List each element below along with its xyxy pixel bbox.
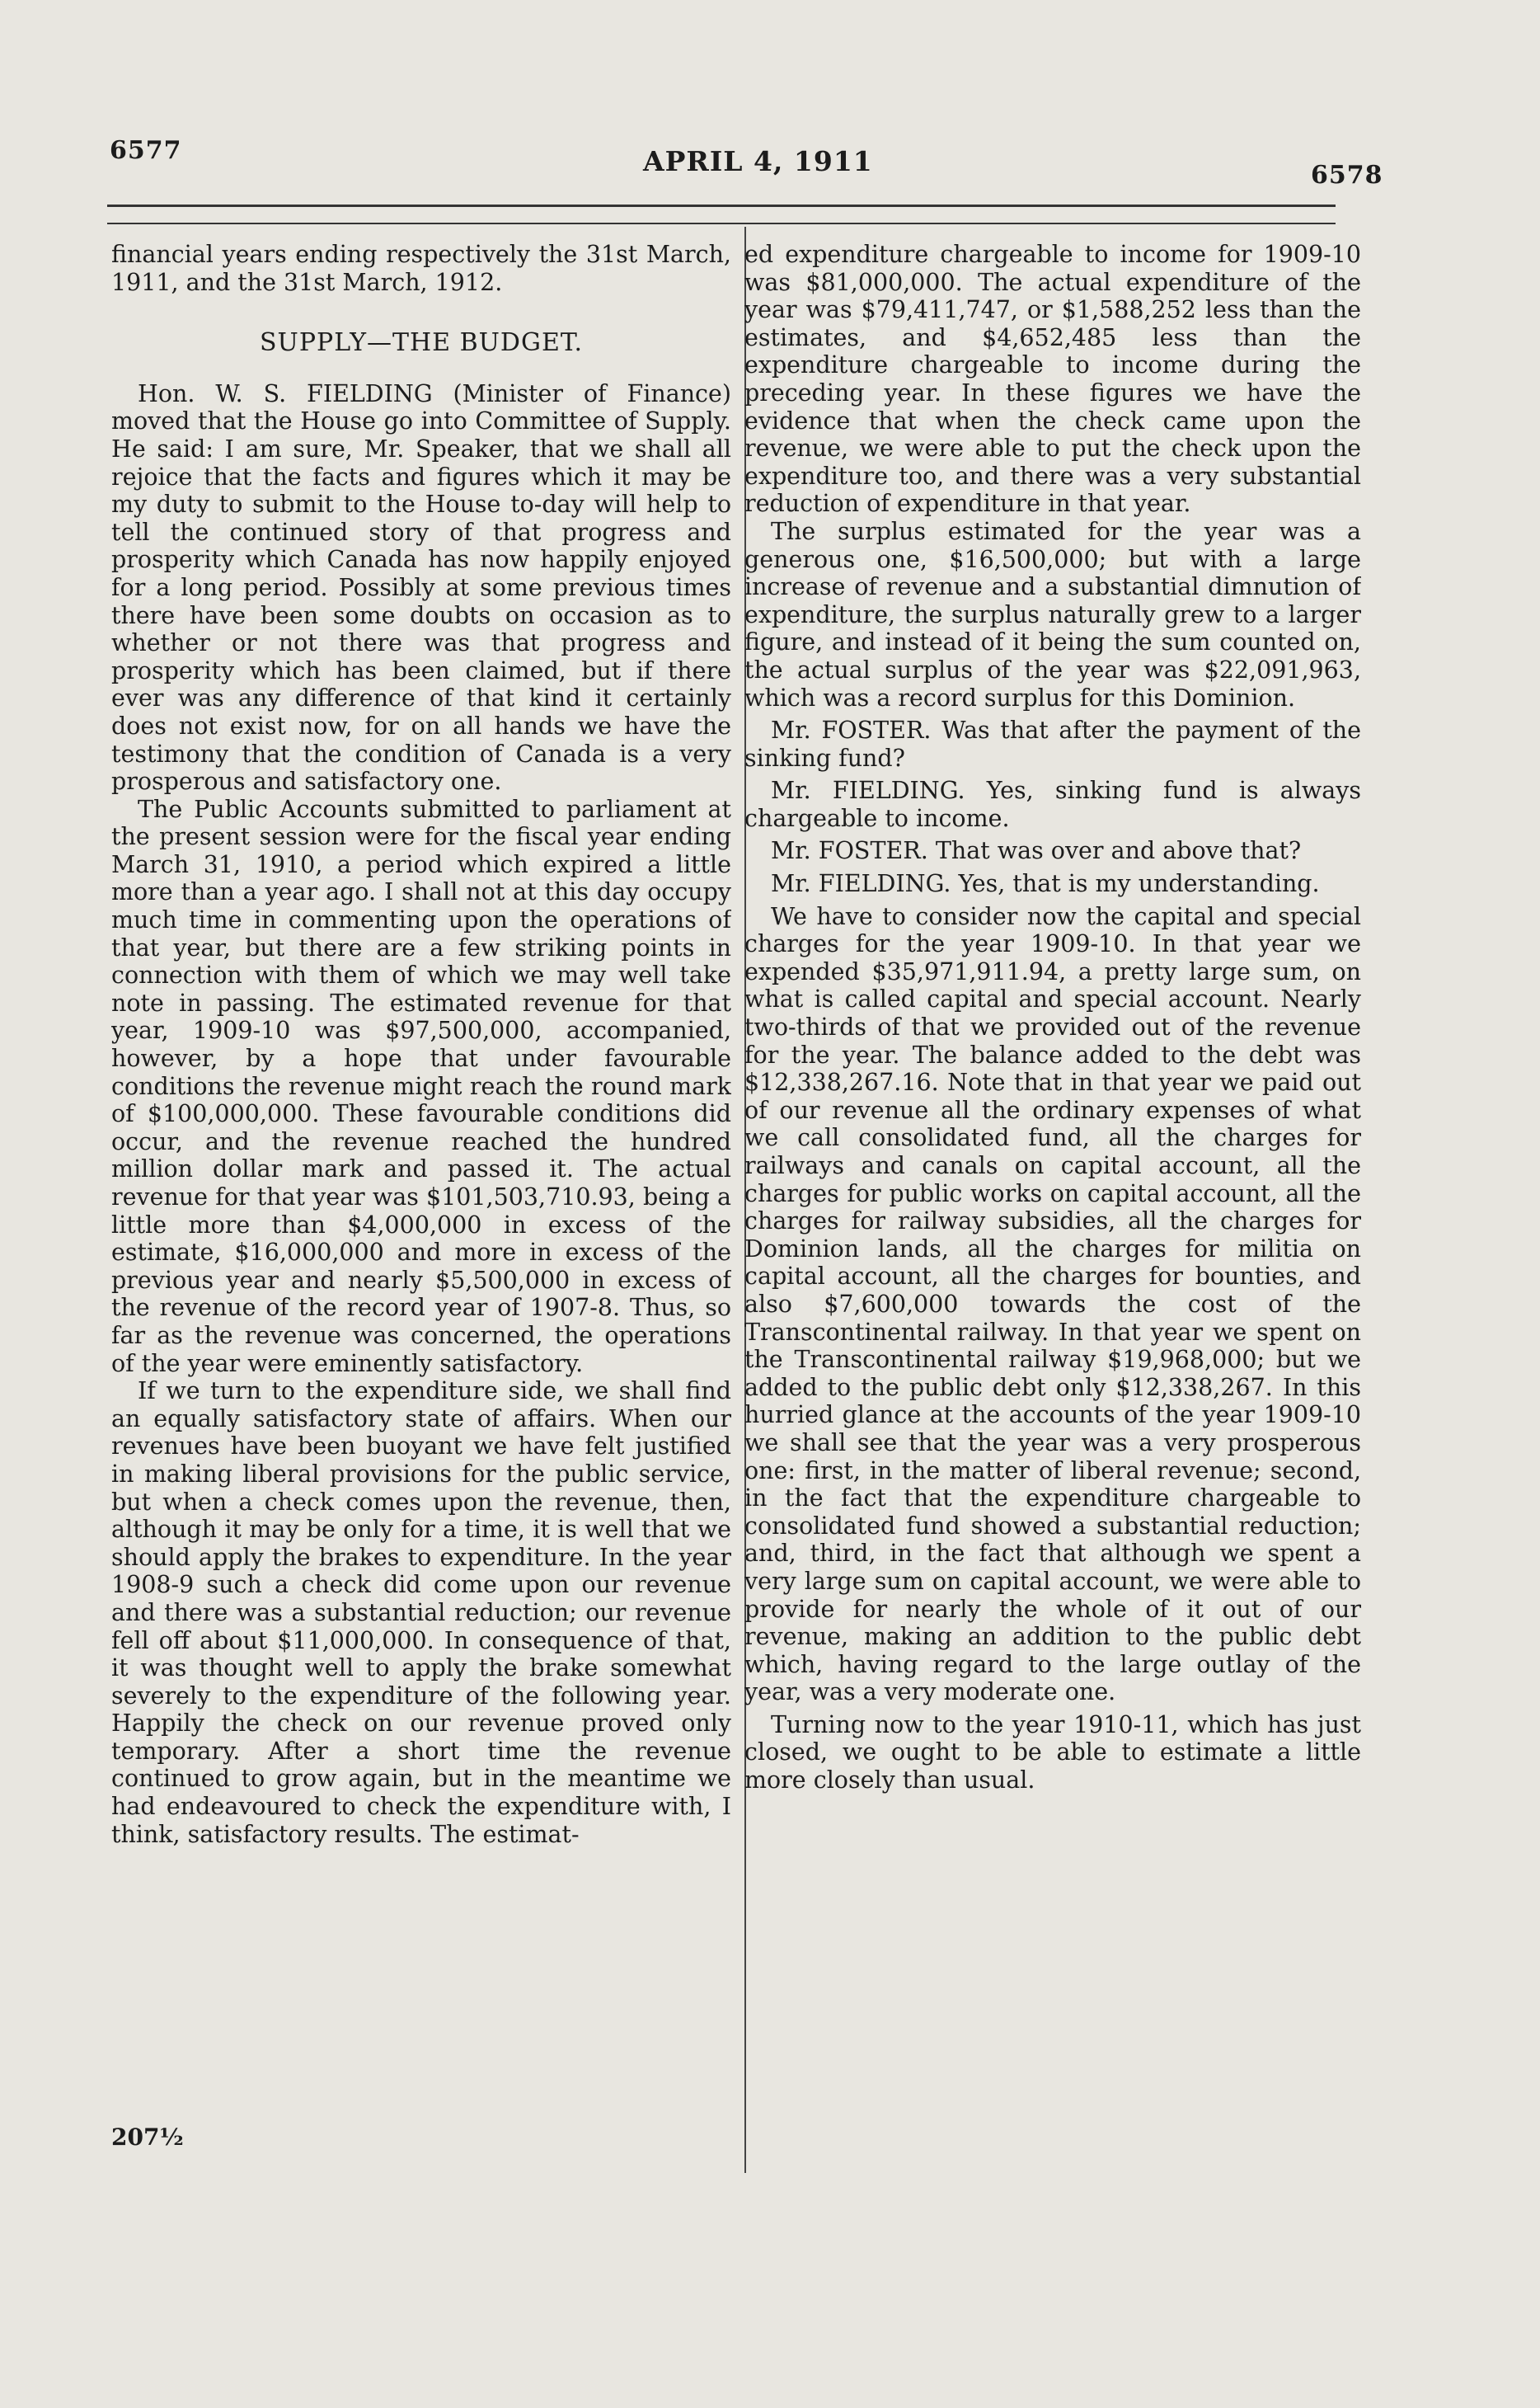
right-column — [744, 241, 1361, 2179]
page-date: APRIL 4, 1911 — [643, 145, 873, 177]
signature-mark: 207½ — [111, 2123, 184, 2151]
paragraph: Mr. FOSTER. That was over and above that? — [771, 837, 1302, 865]
paragraph: The Public Accounts submitted to parliament at the present session were for the fiscal year ending March 31, 1910, a period which expired a little more than a year ago. I shall not at this day occupy much time in commenting upon the operations of that year, but there are a few striking points in connection with them of which we may well take note in passing. The estimated revenue for that year, 1909-10 was $97,500,000, accompanied, however, by a hope that under favourable conditions the revenue might reach the round mark of $100,000,000. These favourable conditions did occur, and the revenue reached the hundred million dollar mark and passed it. The actual revenue for that year was $101,503,710.93, being a little more than $4,000,000 in excess of the estimate, $16,000,000 and more in excess of the previous year and nearly $5,500,000 in excess of the revenue of the record year of 1907-8. Thus, so far as the revenue was concerned, the operations of the year were eminently satisfactory. — [111, 795, 731, 1377]
paragraph: Mr. FIELDING. Yes, sinking fund is always chargeable to income. — [744, 777, 1361, 832]
page-number-left: 6577 — [110, 136, 182, 165]
paragraph: ed expenditure chargeable to income for 1909-10 was $81,000,000. The actual expenditure of the year was $79,411,747, or $1,588,252 less than the estimates, and $4,652,485 less than the expenditure chargeable to income during the preceding year. In these figures we have the evidence that when the check came upon the revenue, we were able to put the check upon the expenditure too, and there was a very substantial reduction of expenditure in that year. — [744, 241, 1361, 518]
paragraph: Mr. FIELDING. Yes, that is my understanding. — [771, 870, 1320, 898]
header-rule — [107, 205, 1336, 207]
left-column — [111, 241, 731, 2179]
paragraph: financial years ending respectively the 31st March, 1911, and the 31st March, 1912. — [111, 241, 731, 296]
paragraph: If we turn to the expenditure side, we shall find an equally satisfactory state of affairs. When our revenues have been buoyant we have felt justified in making liberal provisions for the public service, but when a check comes upon the revenue, then, although it may be only for a time, it is well that we should apply the brakes to expenditure. In the year 1908-9 such a check did come upon our revenue and there was a substantial reduction; our revenue fell off about $11,000,000. In consequence of that, it was thought well to apply the brake somewhat severely to the expenditure of the following year. Happily the check on our revenue proved only temporary. After a short time the revenue continued to grow again, but in the meantime we had endeavoured to check the expenditure with, I think, satisfactory results. The estimat- — [111, 1377, 731, 1848]
paragraph: Turning now to the year 1910-11, which has just closed, we ought to be able to estimate a little more closely than usual. — [744, 1710, 1361, 1794]
paragraph: We have to consider now the capital and special charges for the year 1909-10. In that year we expended $35,971,911.94, a pretty large sum, on what is called capital and special account. Nearly two-thirds of that we provided out of the revenue for the year. The balance added to the debt was $12,338,267.16. Note that in that year we paid out of our revenue all the ordinary expenses of what we call consolidated fund, all the charges for railways and canals on capital account, all the charges for public works on capital account, all the charges for railway subsidies, all the charges for Dominion lands, all the charges for militia on capital account, all the charges for bounties, and also $7,600,000 towards the cost of the Transcontinental railway. In that year we spent on the Transcontinental railway $19,968,000; but we added to the public debt only $12,338,267. In this hurried glance at the accounts of the year 1909-10 we shall see that the year was a very prosperous one: first, in the matter of liberal revenue; second, in the fact that the expenditure chargeable to consolidated fund showed a substantial reduction; and, third, in the fact that although we spent a very large sum on capital account, we were able to provide for nearly the whole of it out of our revenue, making an addition to the public debt which, having regard to the large outlay of the year, was a very moderate one. — [744, 902, 1361, 1706]
page-number-right: 6578 — [1311, 161, 1383, 190]
paragraph: Mr. FOSTER. Was that after the payment of the sinking fund? — [744, 717, 1361, 772]
section-heading: SUPPLY—THE BUDGET. — [259, 328, 583, 358]
header-rule-thin — [107, 223, 1336, 224]
paragraph: The surplus estimated for the year was a generous one, $16,500,000; but with a large increase of revenue and a substantial dimnution of expenditure, the surplus naturally grew to a larger figure, and instead of it being the sum counted on, the actual surplus of the year was $22,091,963, which was a record surplus for this Dominion. — [744, 517, 1361, 712]
paragraph: Hon. W. S. FIELDING (Minister of Finance) moved that the House go into Committee of Supply. He said: I am sure, Mr. Speaker, that we shall all rejoice that the facts and figures which it may be my duty to submit to the House to-day will help to tell the continued story of that progress and prosperity which Canada has now happily enjoyed for a long period. Possibly at some previous times there have been some doubts on occasion as to whether or not there was that progress and prosperity which has been claimed, but if there ever was any difference of that kind it certainly does not exist now, for on all hands we have the testimony that the condition of Canada is a very prosperous and satisfactory one. — [111, 379, 731, 796]
